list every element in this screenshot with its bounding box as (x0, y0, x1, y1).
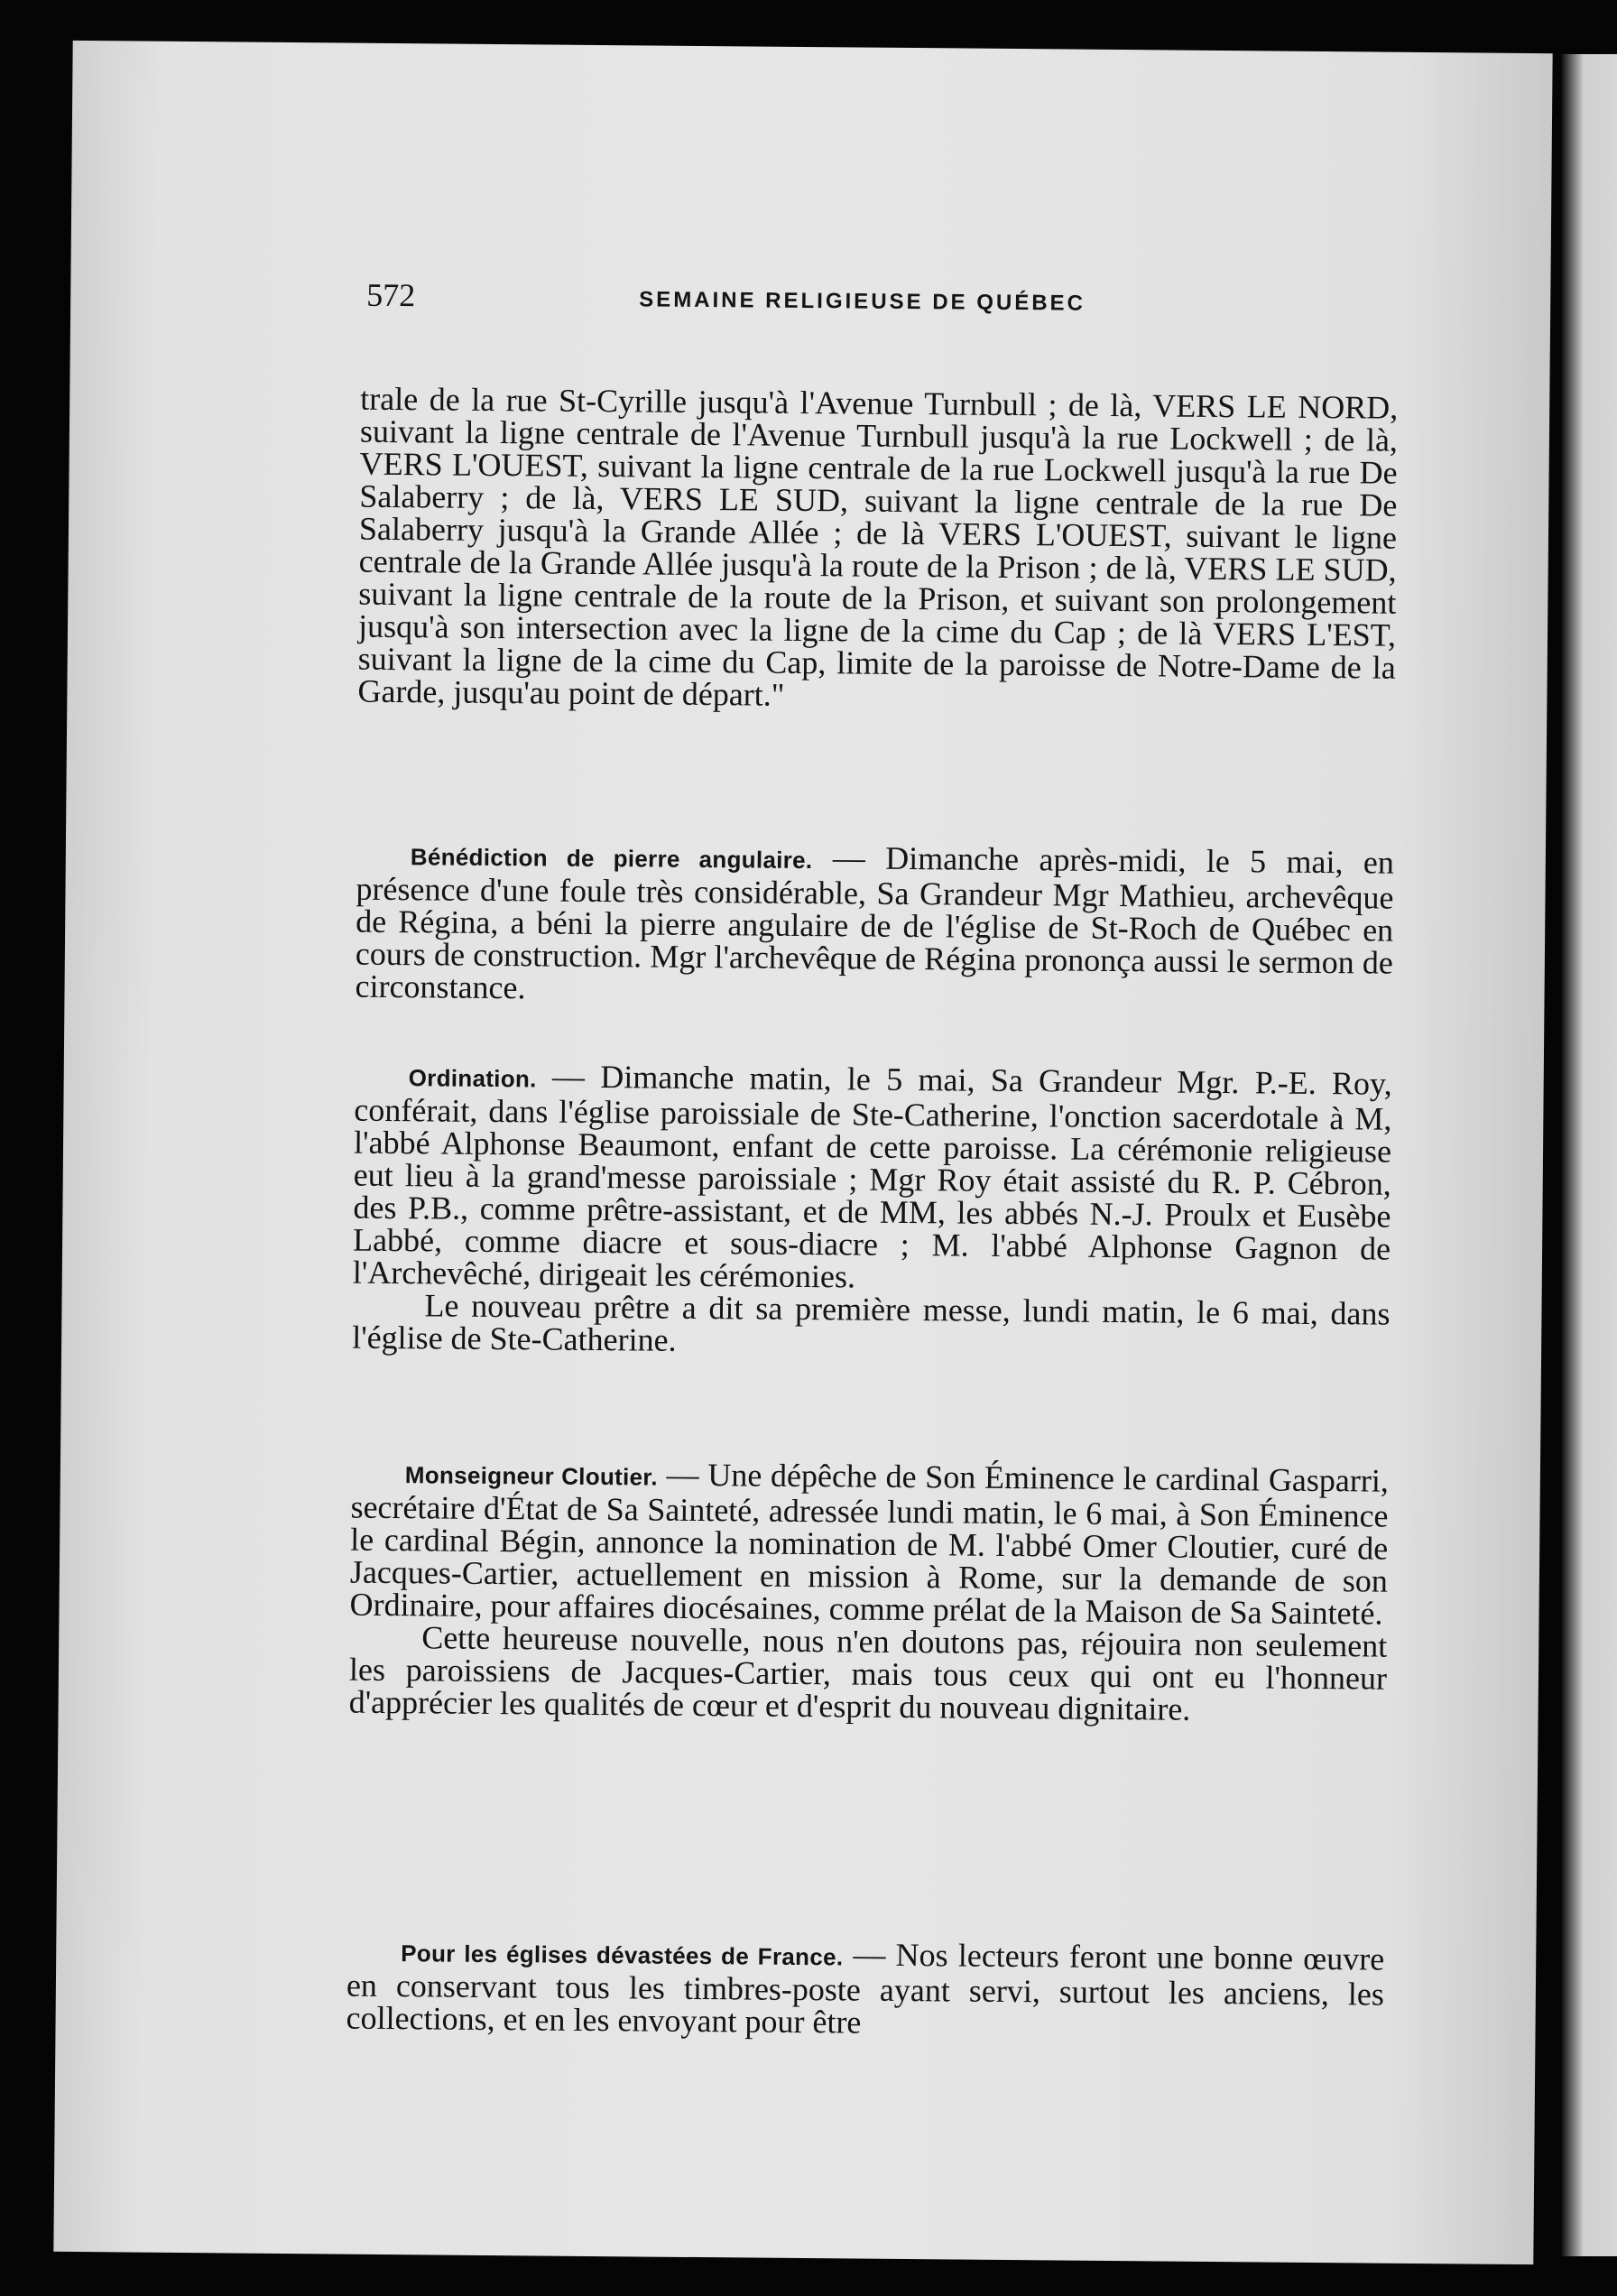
page-content (278, 232, 1399, 2041)
section-paragraph (346, 1934, 1384, 2043)
running-title: SEMAINE RELIGIEUSE DE QUÉBEC (639, 287, 1086, 316)
section-heading: Ordination. (408, 1064, 537, 1093)
page-number: 572 (366, 276, 416, 314)
section-paragraph (355, 838, 1394, 1012)
section-paragraph: Le nouveau prêtre a dit sa première messe, lundi matin, le 6 mai, dans l'église de Ste-Catherine. (352, 1287, 1391, 1358)
document-page (53, 41, 1552, 2264)
section-body: — Dimanche matin, le 5 mai, Sa Grandeur Mgr. P.-E. Roy, conférait, dans l'église paroissiale de Ste-Catherine, l'onction sacerdotale à M, l'abbé Alphonse Beaumont, enfant de cette paroisse. La cérémonie religieuse eut lieu à la grand'messe paroissiale ; Mgr Roy était assisté du R. P. Cébron, des P.B., comme prêtre-assistant, et de MM, les abbés N.-J. Proulx et Eusèbe Labbé, comme diacre et sous-diacre ; M. l'abbé Alphonse Gagnon de l'Archevêché, dirigeait les cérémonies. (352, 1058, 1392, 1295)
adjacent-page-edge (1561, 54, 1617, 2256)
section-heading: Monseigneur Cloutier. (404, 1461, 659, 1491)
section-cloutier (349, 1456, 1389, 1727)
section-body: — Dimanche après-midi, le 5 mai, en présence d'une foule très considérable, Sa Grandeur Mgr Mathieu, archevêque de Régina, a béni la pierre angulaire de de l'église de St-Roch de Québec en cours de construction. Mgr l'archevêque de Régina prononça aussi le sermon de circonstance. (355, 839, 1395, 1006)
section-eglises (346, 1934, 1384, 2043)
continuation-text: trale de la rue St-Cyrille jusqu'à l'Avenue Turnbull ; de là, VERS LE NORD, suivant la ligne centrale de l'Avenue Turnbull jusqu'à la rue Lockwell ; de là, VERS L'OUEST, suivant la ligne centrale de la rue Lockwell jusqu'à la rue De Salaberry ; de là, VERS LE SUD, suivant la ligne centrale de la rue De Salaberry jusqu'à la Grande Allée ; de là VERS L'OUEST, suivant le ligne centrale de la Grande Allée jusqu'à la route de la Prison ; de là, VERS LE SUD, suivant la ligne centrale de la route de la Prison, et suivant son prolongement jusqu'à son intersection avec la ligne de la cime du Cap ; de là VERS L'EST, suivant la ligne de la cime du Cap, limite de la paroisse de Notre-Dame de la Garde, jusqu'au point de départ." (357, 380, 1399, 713)
section-body: — Une dépêche de Son Éminence le cardinal Gasparri, secrétaire d'État de Sa Sainteté, adressée lundi matin, le 6 mai, à Son Éminence le cardinal Bégin, annonce la nomination de M. l'abbé Omer Cloutier, curé de Jacques-Cartier, actuellement en mission à Rome, sur la demande de son Ordinaire, pour affaires diocésaines, comme prélat de la Maison de Sa Sainteté. (349, 1456, 1390, 1632)
continuation-paragraph (357, 350, 1399, 749)
section-heading: Pour les églises dévastées de France. (401, 1940, 844, 1971)
section-paragraph: Cette heureuse nouvelle, nous n'en doutons pas, réjouira non seulement les paroissiens de Jacques-Cartier, mais tous ceux qui ont eu l'honneur d'apprécier les qualités de cœur et d'esprit du nouveau dignitaire. (348, 1619, 1388, 1727)
section-heading: Bénédiction de pierre angulaire. (410, 843, 813, 875)
section-paragraph (353, 1059, 1392, 1298)
page-header (278, 232, 1389, 316)
section-paragraph (349, 1456, 1389, 1630)
section-ordination (352, 1059, 1392, 1363)
section-benediction (355, 838, 1394, 1012)
section-body: — Nos lecteurs feront une bonne œuvre en conservant tous les timbres-poste ayant servi, surtout les anciens, les collections, et en les envoyant pour être (346, 1936, 1385, 2041)
